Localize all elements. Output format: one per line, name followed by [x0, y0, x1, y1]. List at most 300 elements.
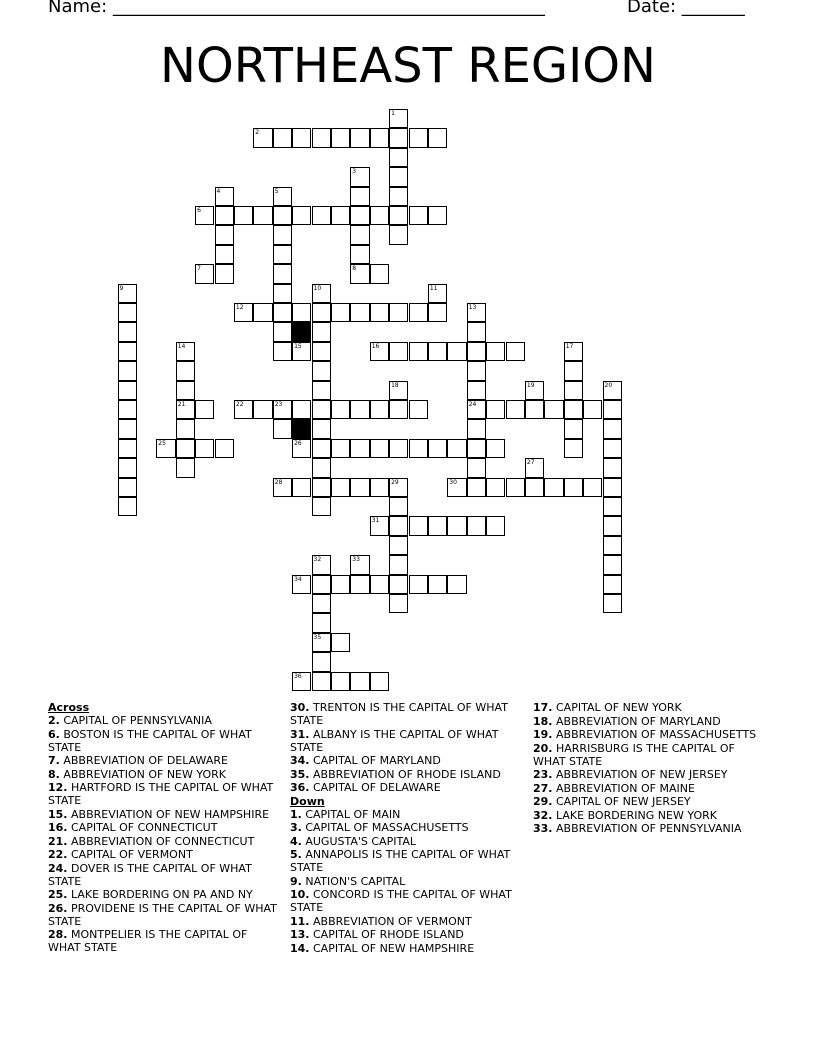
clue-text: MONTPELIER IS THE CAPITAL OF WHAT STATE — [48, 928, 248, 954]
grid-cell[interactable] — [370, 672, 389, 691]
clue-text: CAPITAL OF VERMONT — [67, 848, 193, 861]
grid-cell[interactable] — [331, 400, 350, 419]
grid-cell[interactable] — [176, 400, 195, 419]
grid-cell[interactable] — [564, 419, 583, 438]
grid-cell[interactable] — [467, 400, 486, 419]
grid-cell[interactable] — [273, 225, 292, 244]
clue-text: LAKE BORDERING ON PA AND NY — [67, 888, 253, 901]
clue-text: CAPITAL OF CONNECTICUT — [67, 821, 218, 834]
grid-cell[interactable] — [273, 478, 292, 497]
grid-cell[interactable] — [312, 594, 331, 613]
grid-cell[interactable] — [603, 536, 622, 555]
grid-cell[interactable] — [428, 439, 447, 458]
grid-cell[interactable] — [292, 303, 311, 322]
grid-cell[interactable] — [176, 342, 195, 361]
grid-cell[interactable] — [118, 400, 137, 419]
grid-cell[interactable] — [428, 206, 447, 225]
grid-cell[interactable] — [350, 245, 369, 264]
clue-item — [48, 768, 280, 781]
clue-number-label: 36. — [290, 781, 310, 794]
grid-cell[interactable] — [389, 478, 408, 497]
grid-cell[interactable] — [428, 284, 447, 303]
grid-cell[interactable] — [215, 206, 234, 225]
grid-cell[interactable] — [467, 478, 486, 497]
grid-cell[interactable] — [176, 361, 195, 380]
clue-number-label: 21. — [48, 834, 68, 848]
clue-number: 11 — [429, 284, 438, 292]
grid-cell[interactable] — [467, 303, 486, 322]
grid-cell[interactable] — [525, 478, 544, 497]
grid-cell[interactable] — [118, 497, 137, 516]
clue-number: 34 — [294, 575, 302, 583]
grid-cell[interactable] — [273, 264, 292, 283]
grid-cell[interactable] — [389, 400, 408, 419]
grid-cell[interactable] — [292, 575, 311, 594]
grid-cell[interactable] — [234, 303, 253, 322]
black-cell — [292, 322, 311, 341]
grid-cell[interactable] — [312, 342, 331, 361]
grid-cell[interactable] — [409, 400, 428, 419]
clue-text: ABBREVIATION OF VERMONT — [309, 914, 472, 928]
grid-cell[interactable] — [176, 458, 195, 477]
grid-cell[interactable] — [312, 439, 331, 458]
clue-item — [290, 821, 522, 834]
grid-cell[interactable] — [603, 516, 622, 535]
grid-cell[interactable] — [118, 284, 137, 303]
clue-number: 8 — [352, 265, 357, 273]
grid-cell[interactable] — [370, 128, 389, 147]
grid-cell[interactable] — [428, 516, 447, 535]
grid-cell[interactable] — [350, 575, 369, 594]
grid-cell[interactable] — [312, 361, 331, 380]
grid-cell[interactable] — [273, 322, 292, 341]
grid-cell[interactable] — [370, 342, 389, 361]
grid-cell[interactable] — [389, 206, 408, 225]
clue-number: 5 — [274, 187, 279, 195]
grid-cell[interactable] — [273, 419, 292, 438]
clue-item — [290, 942, 522, 955]
clue-text: CAPITAL OF NEW JERSEY — [552, 795, 691, 808]
clue-text: CAPITAL OF NEW HAMPSHIRE — [309, 941, 475, 955]
grid-cell[interactable] — [292, 478, 311, 497]
grid-cell[interactable] — [350, 128, 369, 147]
grid-cell[interactable] — [331, 439, 350, 458]
clue-item — [290, 701, 522, 727]
clue-number-label: 22. — [48, 848, 68, 861]
grid-cell[interactable] — [350, 478, 369, 497]
grid-cell[interactable] — [389, 128, 408, 147]
clue-number-label: 19. — [533, 728, 553, 741]
grid-cell[interactable] — [273, 245, 292, 264]
grid-cell[interactable] — [273, 128, 292, 147]
grid-cell[interactable] — [389, 167, 408, 186]
clue-number-label: 26. — [48, 901, 68, 915]
grid-cell[interactable] — [176, 419, 195, 438]
clue-number: 14 — [177, 342, 186, 350]
clue-item — [48, 754, 280, 767]
clue-number-label: 8. — [48, 767, 60, 781]
clue-text: ABBREVIATION OF NEW JERSEY — [552, 768, 728, 781]
grid-cell[interactable] — [215, 187, 234, 206]
clue-text: DOVER IS THE CAPITAL OF WHAT STATE — [48, 861, 252, 888]
grid-cell[interactable] — [564, 361, 583, 380]
grid-cell[interactable] — [506, 478, 525, 497]
grid-cell[interactable] — [195, 400, 214, 419]
clue-item — [48, 862, 280, 888]
grid-cell[interactable] — [312, 613, 331, 632]
clue-item — [48, 808, 280, 821]
clue-number: 23 — [274, 401, 283, 408]
grid-cell[interactable] — [409, 439, 428, 458]
grid-cell[interactable] — [273, 187, 292, 206]
grid-cell[interactable] — [350, 206, 369, 225]
grid-cell[interactable] — [603, 575, 622, 594]
grid-cell[interactable] — [389, 497, 408, 516]
grid-cell[interactable] — [603, 400, 622, 419]
clue-item — [533, 742, 768, 768]
grid-cell[interactable] — [118, 361, 137, 380]
grid-cell[interactable] — [467, 361, 486, 380]
grid-cell[interactable] — [350, 264, 369, 283]
name-field-label[interactable]: Name: ________________________________________________ — [48, 0, 545, 17]
clue-number: 30 — [449, 478, 457, 486]
grid-cell[interactable] — [118, 322, 137, 341]
clue-number-label: 25. — [48, 888, 68, 901]
clue-text: CAPITAL OF MASSACHUSETTS — [301, 821, 469, 834]
grid-cell[interactable] — [273, 206, 292, 225]
grid-cell[interactable] — [312, 478, 331, 497]
clue-number: 19 — [526, 381, 535, 389]
grid-cell[interactable] — [331, 128, 350, 147]
grid-cell[interactable] — [312, 206, 331, 225]
grid-cell[interactable] — [312, 555, 331, 574]
grid-cell[interactable] — [409, 575, 428, 594]
clue-text: CAPITAL OF MAIN — [301, 807, 401, 821]
clue-text: CAPITAL OF RHODE ISLAND — [309, 928, 464, 941]
grid-cell[interactable] — [603, 478, 622, 497]
grid-cell[interactable] — [312, 284, 331, 303]
grid-cell[interactable] — [389, 109, 408, 128]
clue-item — [48, 728, 280, 754]
grid-cell[interactable] — [428, 575, 447, 594]
grid-cell[interactable] — [486, 400, 505, 419]
clue-number-label: 16. — [48, 821, 68, 834]
grid-cell[interactable] — [176, 381, 195, 400]
grid-cell[interactable] — [253, 128, 272, 147]
grid-cell[interactable] — [467, 458, 486, 477]
clue-item — [290, 875, 522, 888]
grid-cell[interactable] — [312, 303, 331, 322]
clue-item — [48, 928, 280, 954]
clue-number-label: 20. — [533, 741, 553, 755]
clue-number: 4 — [216, 187, 221, 195]
clue-text: BOSTON IS THE CAPITAL OF WHAT STATE — [48, 727, 252, 754]
clue-number-label: 23. — [533, 768, 553, 781]
grid-cell[interactable] — [273, 342, 292, 361]
grid-cell[interactable] — [312, 672, 331, 691]
clue-item — [290, 915, 522, 928]
grid-cell[interactable] — [389, 303, 408, 322]
grid-cell[interactable] — [370, 575, 389, 594]
grid-cell[interactable] — [118, 439, 137, 458]
grid-cell[interactable] — [467, 419, 486, 438]
grid-cell[interactable] — [447, 516, 466, 535]
grid-cell[interactable] — [447, 478, 466, 497]
clue-column-3 — [533, 701, 768, 836]
grid-cell[interactable] — [215, 245, 234, 264]
clue-item — [290, 835, 522, 848]
clue-text: CONCORD IS THE CAPITAL OF WHAT STATE — [290, 888, 512, 914]
grid-cell[interactable] — [312, 381, 331, 400]
grid-cell[interactable] — [292, 128, 311, 147]
grid-cell[interactable] — [525, 458, 544, 477]
grid-cell[interactable] — [312, 633, 331, 652]
grid-cell[interactable] — [176, 439, 195, 458]
grid-cell[interactable] — [486, 478, 505, 497]
clue-text: ABBREVIATION OF NEW HAMPSHIRE — [67, 807, 270, 821]
clue-number-label: 1. — [290, 807, 302, 821]
clue-number: 28 — [274, 478, 283, 486]
clue-number: 9 — [119, 284, 124, 292]
grid-cell[interactable] — [350, 672, 369, 691]
grid-cell[interactable] — [350, 400, 369, 419]
grid-cell[interactable] — [389, 342, 408, 361]
grid-cell[interactable] — [234, 400, 253, 419]
clue-text: TRENTON IS THE CAPITAL OF WHAT STATE — [290, 701, 508, 727]
grid-cell[interactable] — [486, 342, 505, 361]
grid-cell[interactable] — [389, 439, 408, 458]
clue-number-label: 6. — [48, 727, 60, 741]
grid-cell[interactable] — [583, 400, 602, 419]
grid-cell[interactable] — [370, 264, 389, 283]
grid-cell[interactable] — [564, 381, 583, 400]
clue-number: 6 — [197, 207, 201, 214]
clue-number-label: 34. — [290, 754, 310, 767]
grid-cell[interactable] — [389, 594, 408, 613]
date-field-label[interactable]: Date: _______ — [627, 0, 745, 17]
grid-cell[interactable] — [370, 478, 389, 497]
grid-cell[interactable] — [389, 575, 408, 594]
grid-cell[interactable] — [292, 206, 311, 225]
clue-number-label: 12. — [48, 781, 68, 794]
grid-cell[interactable] — [583, 478, 602, 497]
grid-cell[interactable] — [312, 458, 331, 477]
clue-item — [533, 715, 768, 728]
grid-cell[interactable] — [118, 478, 137, 497]
grid-cell[interactable] — [603, 555, 622, 574]
grid-cell[interactable] — [389, 148, 408, 167]
grid-cell[interactable] — [331, 672, 350, 691]
clue-text: ALBANY IS THE CAPITAL OF WHAT STATE — [290, 727, 499, 754]
grid-cell[interactable] — [544, 478, 563, 497]
grid-cell[interactable] — [312, 575, 331, 594]
grid-cell[interactable] — [544, 400, 563, 419]
clue-number: 20 — [604, 381, 613, 389]
clue-text: CAPITAL OF NEW YORK — [552, 701, 682, 714]
grid-cell[interactable] — [312, 652, 331, 671]
clue-item — [48, 888, 280, 901]
grid-cell[interactable] — [467, 516, 486, 535]
grid-cell[interactable] — [428, 303, 447, 322]
grid-cell[interactable] — [156, 439, 175, 458]
grid-cell[interactable] — [603, 497, 622, 516]
clue-text: ABBREVIATION OF MAINE — [552, 781, 695, 795]
clue-number: 24 — [468, 401, 477, 408]
grid-cell[interactable] — [118, 381, 137, 400]
grid-cell[interactable] — [253, 400, 272, 419]
grid-cell[interactable] — [389, 225, 408, 244]
grid-cell[interactable] — [428, 128, 447, 147]
grid-cell[interactable] — [215, 439, 234, 458]
grid-cell[interactable] — [331, 575, 350, 594]
grid-cell[interactable] — [350, 303, 369, 322]
clue-number-label: 31. — [290, 727, 310, 741]
grid-cell[interactable] — [370, 439, 389, 458]
grid-cell[interactable] — [564, 439, 583, 458]
grid-cell[interactable] — [312, 400, 331, 419]
grid-cell[interactable] — [273, 284, 292, 303]
grid-cell[interactable] — [195, 264, 214, 283]
grid-cell[interactable] — [370, 516, 389, 535]
grid-cell[interactable] — [370, 206, 389, 225]
grid-cell[interactable] — [292, 672, 311, 691]
grid-cell[interactable] — [234, 206, 253, 225]
grid-cell[interactable] — [195, 439, 214, 458]
clue-number-label: 24. — [48, 861, 68, 875]
grid-cell[interactable] — [118, 303, 137, 322]
grid-cell[interactable] — [467, 381, 486, 400]
grid-cell[interactable] — [467, 439, 486, 458]
clue-number: 35 — [313, 633, 322, 641]
grid-cell[interactable] — [331, 478, 350, 497]
clue-item — [290, 728, 522, 754]
grid-cell[interactable] — [525, 400, 544, 419]
grid-cell[interactable] — [215, 225, 234, 244]
grid-cell[interactable] — [603, 381, 622, 400]
clue-item — [290, 848, 522, 874]
clue-number: 29 — [391, 478, 399, 486]
grid-cell[interactable] — [564, 400, 583, 419]
grid-cell[interactable] — [292, 400, 311, 419]
grid-cell[interactable] — [215, 264, 234, 283]
grid-cell[interactable] — [273, 303, 292, 322]
clue-item — [533, 795, 768, 808]
clue-number: 31 — [371, 517, 380, 525]
clue-number-label: 11. — [290, 914, 310, 928]
clue-text: HARRISBURG IS THE CAPITAL OF WHAT STATE — [533, 741, 735, 768]
grid-cell[interactable] — [273, 400, 292, 419]
grid-cell[interactable] — [409, 206, 428, 225]
grid-cell[interactable] — [506, 342, 525, 361]
clue-text: ANNAPOLIS IS THE CAPITAL OF WHAT STATE — [290, 848, 511, 874]
grid-cell[interactable] — [118, 419, 137, 438]
clue-number: 15 — [294, 342, 302, 350]
grid-cell[interactable] — [447, 575, 466, 594]
grid-cell[interactable] — [389, 536, 408, 555]
grid-cell[interactable] — [350, 439, 369, 458]
clue-item — [290, 808, 522, 821]
clue-text: ABBREVIATION OF MARYLAND — [552, 714, 721, 728]
grid-cell[interactable] — [350, 167, 369, 186]
clue-item — [533, 822, 768, 835]
grid-cell[interactable] — [467, 322, 486, 341]
clue-number: 18 — [391, 381, 399, 389]
clue-number: 17 — [565, 342, 574, 350]
grid-cell[interactable] — [389, 187, 408, 206]
grid-cell[interactable] — [506, 400, 525, 419]
grid-cell[interactable] — [603, 594, 622, 613]
grid-cell[interactable] — [447, 439, 466, 458]
clue-item — [48, 781, 280, 807]
grid-cell[interactable] — [253, 303, 272, 322]
grid-cell[interactable] — [486, 516, 505, 535]
grid-cell[interactable] — [486, 439, 505, 458]
grid-cell[interactable] — [370, 303, 389, 322]
clue-text: ABBREVIATION OF DELAWARE — [59, 754, 228, 767]
grid-cell[interactable] — [331, 633, 350, 652]
grid-cell[interactable] — [603, 458, 622, 477]
grid-cell[interactable] — [292, 439, 311, 458]
page-title: NORTHEAST REGION — [160, 38, 656, 94]
clue-text: ABBREVIATION OF NEW YORK — [59, 767, 227, 781]
grid-cell[interactable] — [195, 206, 214, 225]
grid-cell[interactable] — [525, 381, 544, 400]
clue-number: 7 — [197, 265, 201, 273]
grid-cell[interactable] — [312, 497, 331, 516]
clue-column-2 — [290, 701, 522, 955]
clue-number-label: 33. — [533, 822, 553, 835]
grid-cell[interactable] — [603, 419, 622, 438]
clue-item — [533, 782, 768, 795]
grid-cell[interactable] — [118, 342, 137, 361]
grid-cell[interactable] — [409, 303, 428, 322]
grid-cell[interactable] — [467, 342, 486, 361]
clue-number-label: 2. — [48, 714, 60, 727]
grid-cell[interactable] — [370, 400, 389, 419]
clue-number-label: 13. — [290, 928, 310, 941]
grid-cell[interactable] — [389, 516, 408, 535]
clue-number-label: 35. — [290, 767, 310, 781]
grid-cell[interactable] — [350, 187, 369, 206]
clue-item — [48, 902, 280, 928]
grid-cell[interactable] — [447, 342, 466, 361]
grid-cell[interactable] — [312, 419, 331, 438]
grid-cell[interactable] — [331, 206, 350, 225]
grid-cell[interactable] — [428, 342, 447, 361]
grid-cell[interactable] — [292, 342, 311, 361]
grid-cell[interactable] — [409, 128, 428, 147]
grid-cell[interactable] — [350, 555, 369, 574]
clue-number-label: 30. — [290, 701, 310, 714]
clue-number-label: 10. — [290, 888, 310, 901]
grid-cell[interactable] — [389, 555, 408, 574]
grid-cell[interactable] — [603, 439, 622, 458]
grid-cell[interactable] — [564, 478, 583, 497]
grid-cell[interactable] — [564, 342, 583, 361]
clue-number-label: 27. — [533, 781, 553, 795]
grid-cell[interactable] — [312, 322, 331, 341]
grid-cell[interactable] — [389, 381, 408, 400]
grid-cell[interactable] — [312, 128, 331, 147]
clue-number: 2 — [255, 129, 260, 137]
clue-number: 27 — [526, 459, 535, 467]
grid-cell[interactable] — [409, 342, 428, 361]
grid-cell[interactable] — [409, 516, 428, 535]
grid-cell[interactable] — [253, 206, 272, 225]
grid-cell[interactable] — [331, 303, 350, 322]
grid-cell[interactable] — [350, 225, 369, 244]
grid-cell[interactable] — [118, 458, 137, 477]
